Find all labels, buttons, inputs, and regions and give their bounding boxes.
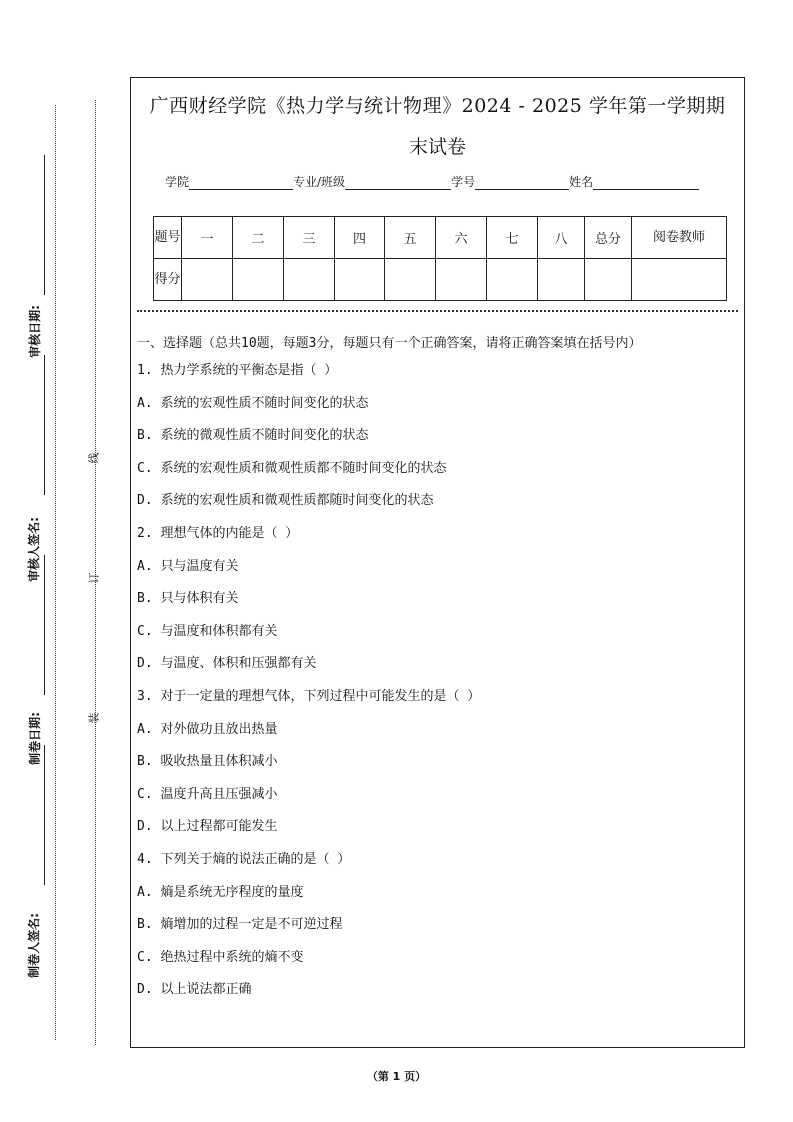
college-label: 学院 xyxy=(165,175,190,189)
id-label: 学号 xyxy=(451,175,476,189)
make-date-label: 制卷日期: xyxy=(27,712,42,765)
page-number: （第 1 页） xyxy=(366,1070,427,1083)
col-total: 总分 xyxy=(585,217,632,259)
answer-option: B. 熵增加的过程一定是不可逆过程 xyxy=(137,917,343,933)
questions xyxy=(137,333,738,1013)
review-date-label: 审核日期: xyxy=(27,305,42,358)
major-label: 专业/班级 xyxy=(293,175,346,189)
dotted-separator xyxy=(137,310,738,312)
answer-option: C. 绝热过程中系统的熵不变 xyxy=(137,949,304,965)
col-6: 六 xyxy=(436,217,487,259)
col-7: 七 xyxy=(487,217,538,259)
score-cell[interactable] xyxy=(284,259,335,301)
score-table xyxy=(153,216,727,301)
answer-option: D. 系统的宏观性质和微观性质都随时间变化的状态 xyxy=(137,493,434,509)
question-stem: 3. 对于一定量的理想气体，下列过程中可能发生的是（ ） xyxy=(137,688,481,704)
reviewer-sign-label: 审核人签名: xyxy=(26,517,41,582)
col-5: 五 xyxy=(385,217,436,259)
bind-char-line: 线 xyxy=(87,452,101,464)
exam-title: 广西财经学院《热力学与统计物理》2024 - 2025 学年第一学期期 xyxy=(149,95,726,117)
answer-option: C. 温度升高且压强减小 xyxy=(137,786,278,802)
score-cell[interactable] xyxy=(632,259,727,301)
score-cell[interactable] xyxy=(233,259,284,301)
bind-char-bind: 装 xyxy=(87,712,101,724)
score-cell[interactable] xyxy=(487,259,538,301)
score-cell[interactable] xyxy=(182,259,233,301)
margin-sig-line xyxy=(44,355,45,495)
answer-option: A. 只与温度有关 xyxy=(137,558,239,574)
section-heading: 一、选择题（总共10题，每题3分，每题只有一个正确答案，请将正确答案填在括号内） xyxy=(137,336,642,351)
answer-option: D. 以上说法都正确 xyxy=(137,982,252,998)
college-field[interactable] xyxy=(189,177,293,190)
answer-option: B. 只与体积有关 xyxy=(137,591,239,607)
maker-sign-label: 制卷人签名: xyxy=(26,913,41,978)
score-cell[interactable] xyxy=(538,259,585,301)
col-2: 二 xyxy=(233,217,284,259)
name-label: 姓名 xyxy=(569,175,594,189)
row-label: 得分 xyxy=(154,259,182,301)
score-cell[interactable] xyxy=(436,259,487,301)
margin-sig-line xyxy=(44,745,45,885)
name-field[interactable] xyxy=(593,177,699,190)
question-stem: 2. 理想气体的内能是（ ） xyxy=(137,525,299,541)
margin-sig-line xyxy=(44,155,45,295)
answer-option: A. 熵是系统无序程度的量度 xyxy=(137,884,304,900)
answer-option: A. 系统的宏观性质不随时间变化的状态 xyxy=(137,395,369,411)
question-stem: 1. 热力学系统的平衡态是指（ ） xyxy=(137,363,338,378)
answer-option: B. 系统的微观性质不随时间变化的状态 xyxy=(137,428,369,444)
exam-title-cont: 末试卷 xyxy=(408,136,466,158)
col-8: 八 xyxy=(538,217,585,259)
id-field[interactable] xyxy=(475,177,569,190)
margin-sig-line xyxy=(44,555,45,695)
score-cell[interactable] xyxy=(385,259,436,301)
score-cell[interactable] xyxy=(585,259,632,301)
answer-option: B. 吸收热量且体积减小 xyxy=(137,754,278,770)
header-label: 题号 xyxy=(154,217,182,259)
answer-option: C. 与温度和体积都有关 xyxy=(137,623,278,639)
bind-char-order: 订 xyxy=(87,572,101,584)
col-1: 一 xyxy=(182,217,233,259)
student-info xyxy=(165,173,699,190)
score-cell[interactable] xyxy=(335,259,385,301)
col-grader: 阅卷教师 xyxy=(632,217,727,259)
col-4: 四 xyxy=(335,217,385,259)
margin-dotted-line xyxy=(55,105,56,1040)
exam-frame xyxy=(130,77,745,1048)
question-stem: 4. 下列关于熵的说法正确的是（ ） xyxy=(137,851,351,867)
major-field[interactable] xyxy=(345,177,451,190)
answer-option: A. 对外做功且放出热量 xyxy=(137,721,278,737)
answer-option: D. 以上过程都可能发生 xyxy=(137,819,278,835)
answer-option: C. 系统的宏观性质和微观性质都不随时间变化的状态 xyxy=(137,460,447,476)
answer-option: D. 与温度、体积和压强都有关 xyxy=(137,656,317,672)
col-3: 三 xyxy=(284,217,335,259)
